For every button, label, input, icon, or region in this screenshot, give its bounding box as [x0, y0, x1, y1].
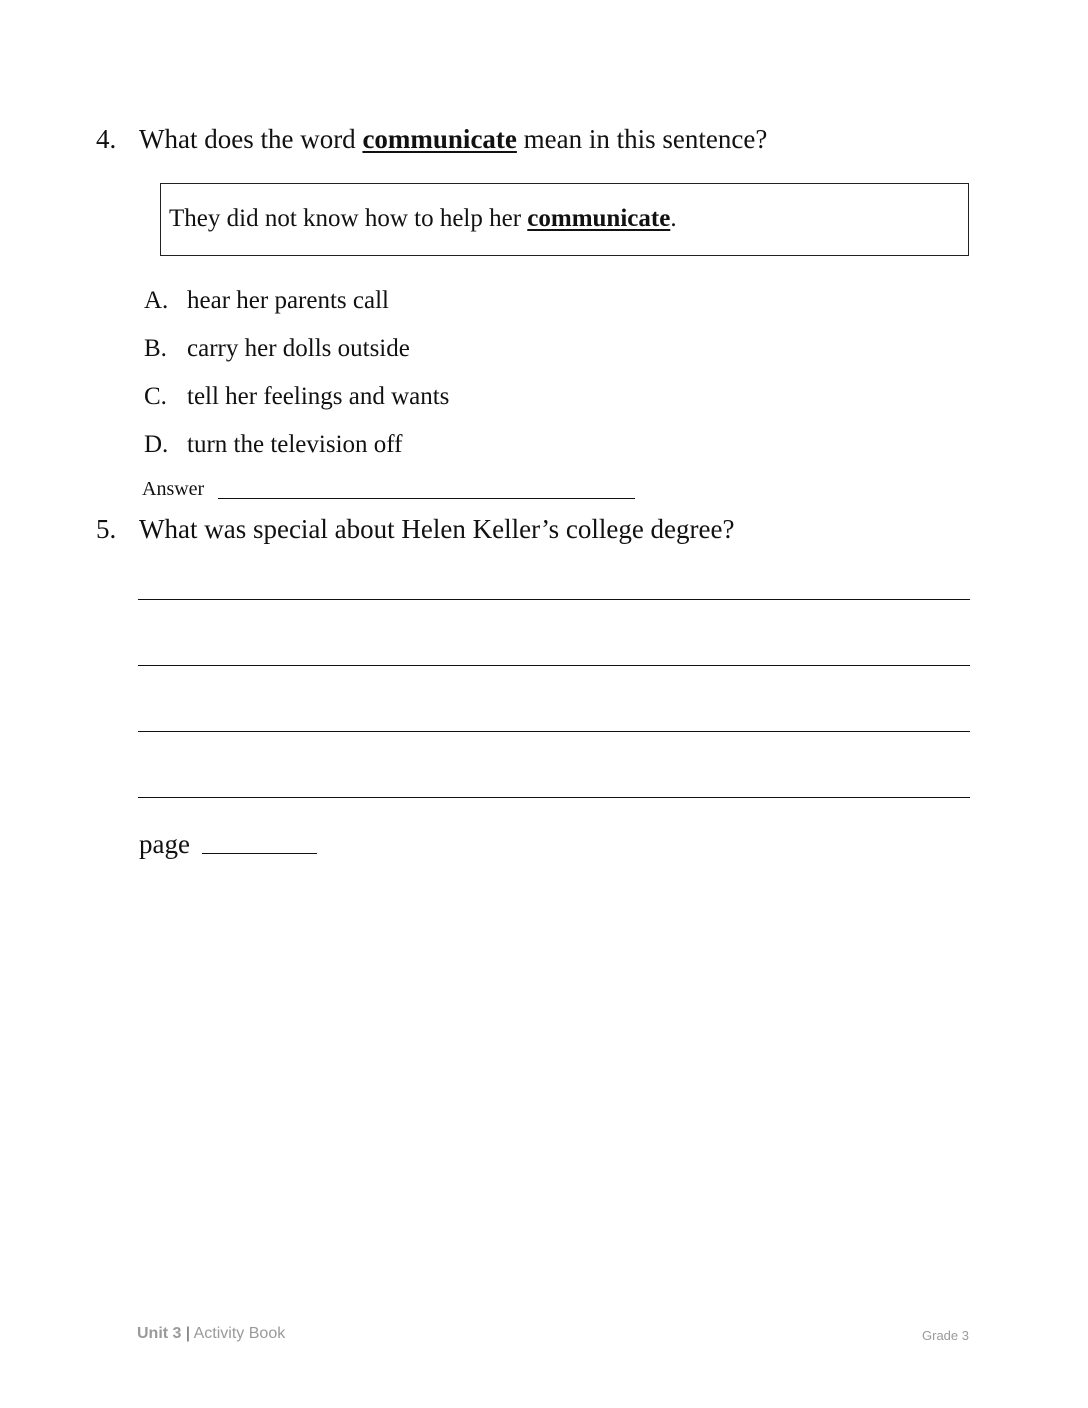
- answer-label: Answer: [142, 478, 205, 500]
- footer-separator: |: [185, 1325, 191, 1342]
- footer-grade: Grade 3: [922, 1328, 969, 1343]
- footer-unit-book: [137, 1325, 285, 1343]
- question-4-prompt: [139, 124, 767, 155]
- question-4-prompt-end: mean in this sentence?: [516, 124, 768, 154]
- sentence-box: [160, 183, 969, 256]
- sentence-start: They did not know how to help her: [169, 205, 528, 232]
- page-number-line[interactable]: [202, 853, 317, 854]
- footer-book: Activity Book: [193, 1325, 286, 1342]
- option-b-letter: B.: [144, 335, 167, 362]
- write-line-3[interactable]: [138, 731, 970, 732]
- option-c-text[interactable]: tell her feelings and wants: [187, 383, 450, 410]
- sentence-keyword: communicate: [527, 205, 671, 232]
- option-c-letter: C.: [144, 383, 167, 410]
- question-5-prompt: What was special about Helen Keller’s college degree?: [139, 514, 735, 544]
- page-label: page: [139, 829, 190, 859]
- option-a-text[interactable]: hear her parents call: [187, 287, 389, 314]
- answer-line[interactable]: [218, 498, 635, 499]
- option-a-letter: A.: [144, 287, 169, 314]
- question-5-number: 5.: [96, 514, 117, 544]
- example-sentence: [169, 205, 677, 233]
- question-4-keyword: communicate: [362, 124, 517, 154]
- write-line-1[interactable]: [138, 599, 970, 600]
- option-b-text[interactable]: carry her dolls outside: [187, 335, 410, 362]
- footer-unit: Unit 3: [137, 1325, 182, 1342]
- option-d-letter: D.: [144, 431, 169, 458]
- question-4-number: 4.: [96, 124, 117, 154]
- option-d-text[interactable]: turn the television off: [187, 431, 403, 458]
- question-4-prompt-start: What does the word: [139, 124, 363, 154]
- write-line-4[interactable]: [138, 797, 970, 798]
- write-line-2[interactable]: [138, 665, 970, 666]
- sentence-end: .: [670, 205, 677, 232]
